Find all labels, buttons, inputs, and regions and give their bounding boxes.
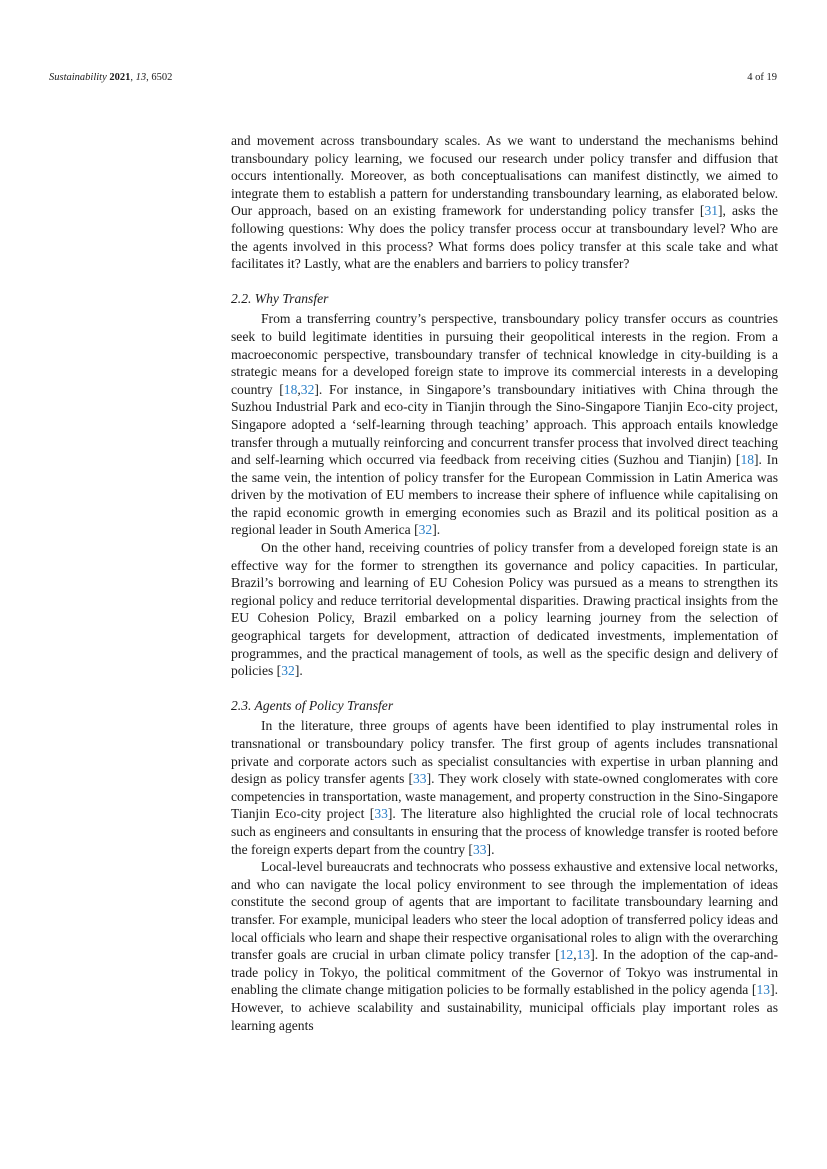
journal-volume: 13 (135, 72, 147, 83)
journal-citation: Sustainability 2021, 13, 6502 (49, 72, 173, 83)
citation-link[interactable]: 33 (472, 841, 487, 857)
citation-link[interactable]: 33 (374, 806, 388, 822)
paragraph-intro-continued: and movement across transboundary scales. As we want to understand the mechanisms behind transboundary policy learning, we focused our research under policy transfer and diffusion that occurs intentionally. Moreover, as both conceptualisations can manifest distinctly, we aimed to integrate them to establish a pattern for understanding transboundary learning, as elaborated below. Our approach, based on an existing framework for understanding policy transfer [31], asks the following questions: Why does the policy transfer process occur at transboundary level? Who are the agents involved in this process? What forms does policy transfer at this scale take and what facilitates it? Lastly, what are the enablers and barriers to policy transfer? (231, 133, 778, 272)
citation-link[interactable]: 12 (559, 947, 574, 963)
article-number: 6502 (151, 72, 173, 83)
citation-link[interactable]: 32 (418, 522, 433, 538)
article-body (231, 132, 778, 1034)
section-heading-agents: 2.3. Agents of Policy Transfer (231, 697, 394, 713)
citation-link[interactable]: 13 (756, 982, 771, 998)
citation-link[interactable]: 33 (412, 771, 427, 787)
journal-year: 2021 (109, 72, 131, 83)
citation-link[interactable]: 18 (283, 381, 298, 397)
running-header (49, 71, 777, 85)
journal-name: Sustainability (49, 72, 107, 83)
citation-link[interactable]: 13 (576, 947, 591, 963)
citation-link[interactable]: 31 (704, 203, 719, 219)
citation-link[interactable]: 32 (281, 663, 295, 679)
page-number: 4 of 19 (747, 72, 777, 83)
paragraph-agents-1: In the literature, three groups of agents have been identified to play instrumental roles in transnational or transboundary policy transfer. The first group of agents includes transnational private and corporate actors such as specialist consultancies with expertise in urban planning and design as policy transfer agents [33]. They work closely with state-owned conglomerates with core competencies in transportation, waste management, and property construction in the Sino-Singapore Tianjin Eco-city project [33]. The literature also highlighted the crucial role of local technocrats such as engineers and consultants in ensuring that the process of knowledge transfer is rooted before the foreign experts depart from the country [33]. (231, 718, 778, 857)
paragraph-why-transfer-2: On the other hand, receiving countries of policy transfer from a developed foreign state is an effective way for the former to strengthen its governance and policy capacities. In particular, Brazil’s borrowing and learning of EU Cohesion Policy was pursued as a means to strengthen its regional policy and reduce territorial developmental disparities. Drawing practical insights from the EU Cohesion Policy, Brazil embarked on a policy learning journey from the selection of geographical targets for development, attraction of dedicated investments, implementation of programmes, and the practical management of tools, as well as the specific design and delivery of policies [32]. (231, 540, 778, 679)
citation-link[interactable]: 32 (300, 381, 315, 397)
paragraph-agents-2: Local-level bureaucrats and technocrats who possess exhaustive and extensive local networks, and who can navigate the local policy environment to see through the implementation of ideas constitute the second group of agents that are important to facilitate transboundary learning and transfer. For example, municipal leaders who steer the local adoption of transferred policy ideas and local officials who learn and shape their respective organisational roles to align with the overarching transfer goals are crucial in urban climate policy transfer [12,13]. In the adoption of the cap-and-trade policy in Tokyo, the political commitment of the Governor of Tokyo was instrumental in enabling the climate change mitigation policies to be formally established in the policy agenda [13]. However, to achieve scalability and sustainability, municipal officials play important roles as learning agents (231, 859, 778, 1033)
paragraph-why-transfer-1: From a transferring country’s perspective, transboundary policy transfer occurs as countries seek to build legitimate identities in pursuing their geopolitical interests in the region. From a macroeconomic perspective, transboundary transfer of technical knowledge in city-building is a strategic means for a developed foreign state to improve its commercial interests in a developing country [18,32]. For instance, in Singapore’s transboundary initiatives with China through the Suzhou Industrial Park and eco-city in Tianjin through the Sino-Singapore Tianjin Eco-city project, Singapore adopted a ‘self-learning through teaching’ approach. This approach entails knowledge transfer through a mutually reinforcing and concurrent transfer process that involved direct teaching and self-learning which occurred via feedback from receiving cities (Suzhou and Tianjin) [18]. In the same vein, the intention of policy transfer for the European Commission in Latin America was driven by the motivation of EU members to increase their sphere of influence while capitalising on the rapid economic growth in emerging economies such as Brazil and its political position as a regional leader in South America [32]. (231, 311, 778, 538)
citation-link[interactable]: 18 (740, 452, 755, 468)
section-heading-why-transfer: 2.2. Why Transfer (231, 290, 329, 306)
